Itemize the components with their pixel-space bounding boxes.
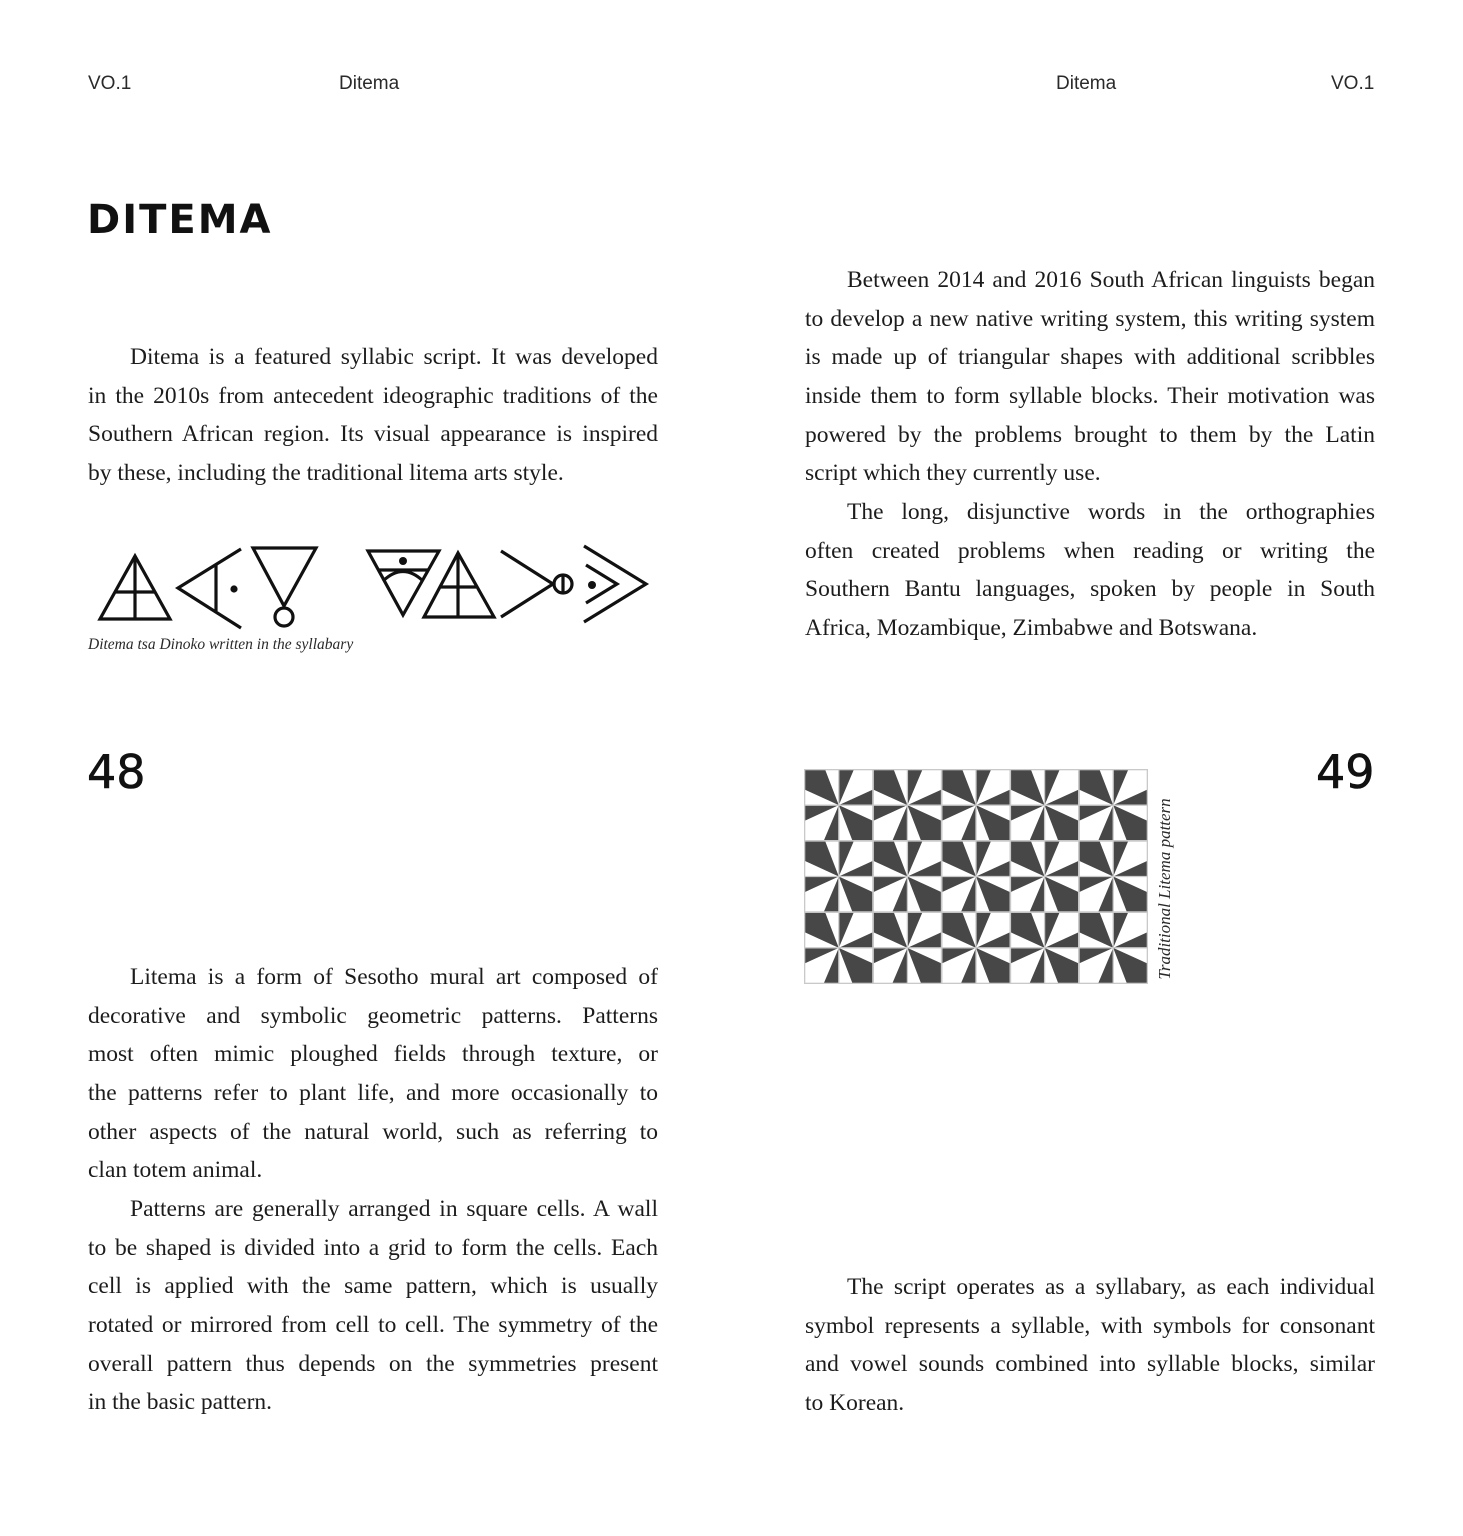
text-line: symbol represents a syllable, with symbols for consonant [805,1312,1375,1339]
litema-dark-shape [1045,948,1079,984]
litema-dark-shape [873,841,907,877]
text-line: clan totem animal. [88,1157,263,1184]
syllabary-glyph-6 [501,551,572,617]
text-line: and vowel sounds combined into syllable blocks, similar [805,1351,1375,1378]
running-head-version-left: VO.1 [88,73,132,94]
text-line: in the 2010s from antecedent ideographic traditions of the [88,382,658,409]
chapter-title: DITEMA [87,197,273,243]
litema-cell [942,841,1011,912]
text-line: cell is applied with the same pattern, which is usually [88,1273,658,1300]
syllabary-glyph-1 [100,556,170,619]
page-number-right: 49 [1316,745,1375,799]
litema-dark-shape [942,912,976,948]
litema-dark-shape [805,912,839,948]
litema-dark-shape [942,841,976,877]
litema-dark-shape [805,770,839,806]
intro-paragraph [88,338,658,493]
litema-dark-shape [1079,841,1113,877]
litema-dark-shape [839,877,873,913]
litema-dark-shape [976,805,1010,841]
text-line: powered by the problems brought to them by the Latin [805,421,1375,448]
running-head-version-right: VO.1 [1331,73,1375,94]
litema-dark-shape [1113,805,1147,841]
litema-dark-shape [1045,805,1079,841]
litema-cell [942,912,1011,983]
syllabary-figure [90,540,660,635]
litema-cell [1010,770,1079,841]
text-line: overall pattern thus depends on the symmetries present [88,1350,658,1377]
running-head-title-right: Ditema [1056,73,1117,94]
litema-dark-shape [1010,841,1044,877]
syllabary-caption: Ditema tsa Dinoko written in the syllabary [88,636,354,653]
litema-cell [1079,912,1148,983]
page-number-left: 48 [87,745,146,799]
litema-cell [873,770,942,841]
text-line: Between 2014 and 2016 South African linguists began [847,267,1375,293]
litema-dark-shape [1010,770,1044,806]
syllabary-glyph-3 [253,548,316,626]
syllabary-glyph-4 [368,551,439,615]
text-line: Africa, Mozambique, Zimbabwe and Botswana. [805,615,1258,642]
text-line: decorative and symbolic geometric patterns. Patterns [88,1002,658,1029]
litema-cell [1079,841,1148,912]
litema-dark-shape [1079,912,1113,948]
litema-dark-shape [873,770,907,806]
litema-cell [942,770,1011,841]
litema-dark-shape [839,805,873,841]
text-line: is made up of triangular shapes with additional scribbles [805,344,1375,371]
litema-pattern-figure [804,769,1148,984]
text-line: The script operates as a syllabary, as each individual [847,1274,1375,1300]
litema-cell [805,770,874,841]
text-line: by these, including the traditional litema arts style. [88,460,564,487]
syllabary-glyph-5 [424,553,494,617]
litema-dark-shape [976,948,1010,984]
litema-dark-shape [907,805,941,841]
litema-paragraph-1 [88,958,658,1190]
litema-dark-shape [907,877,941,913]
litema-dark-shape [1079,770,1113,806]
syllabary-glyph-2 [178,549,241,628]
litema-cell [873,912,942,983]
litema-paragraph-2 [88,1190,658,1422]
text-line: often created problems when reading or writing the [805,537,1375,564]
text-line: The long, disjunctive words in the orthographies [847,499,1375,525]
litema-dark-shape [805,841,839,877]
syllabary-paragraph [805,1268,1375,1423]
litema-cell [805,841,874,912]
history-paragraph-1 [805,261,1375,493]
litema-dark-shape [1045,877,1079,913]
text-line: Litema is a form of Sesotho mural art composed of [130,964,658,990]
text-line: to be shaped is divided into a grid to form the cells. Each [88,1234,658,1261]
litema-pattern-caption: Traditional Litema pattern [1155,798,1174,980]
litema-dark-shape [1010,912,1044,948]
text-line: in the basic pattern. [88,1389,273,1416]
litema-dark-shape [839,948,873,984]
litema-cell [873,841,942,912]
litema-dark-shape [942,770,976,806]
text-line: Southern Bantu languages, spoken by people in South [805,576,1375,603]
litema-dark-shape [1113,948,1147,984]
litema-dark-shape [873,912,907,948]
text-line: script which they currently use. [805,460,1101,487]
text-line: inside them to form syllable blocks. Their motivation was [805,383,1375,410]
history-paragraph-2 [805,493,1375,648]
text-line: the patterns refer to plant life, and more occasionally to [88,1080,658,1107]
litema-cell [1079,770,1148,841]
text-line: Southern African region. Its visual appearance is inspired [88,421,658,448]
text-line: Patterns are generally arranged in square cells. A wall [130,1196,658,1222]
litema-dark-shape [1113,877,1147,913]
litema-cell [1010,912,1079,983]
text-line: other aspects of the natural world, such as referring to [88,1118,658,1145]
syllabary-glyph-7 [584,546,646,622]
litema-cell [1010,841,1079,912]
text-line: to Korean. [805,1390,905,1417]
litema-cell [805,912,874,983]
text-line: rotated or mirrored from cell to cell. The symmetry of the [88,1312,658,1339]
text-line: most often mimic ploughed fields through texture, or [88,1041,658,1068]
litema-dark-shape [907,948,941,984]
text-line: to develop a new native writing system, this writing system [805,305,1375,332]
text-line: Ditema is a featured syllabic script. It was developed [130,344,658,370]
running-head-title-left: Ditema [339,73,400,94]
litema-dark-shape [976,877,1010,913]
